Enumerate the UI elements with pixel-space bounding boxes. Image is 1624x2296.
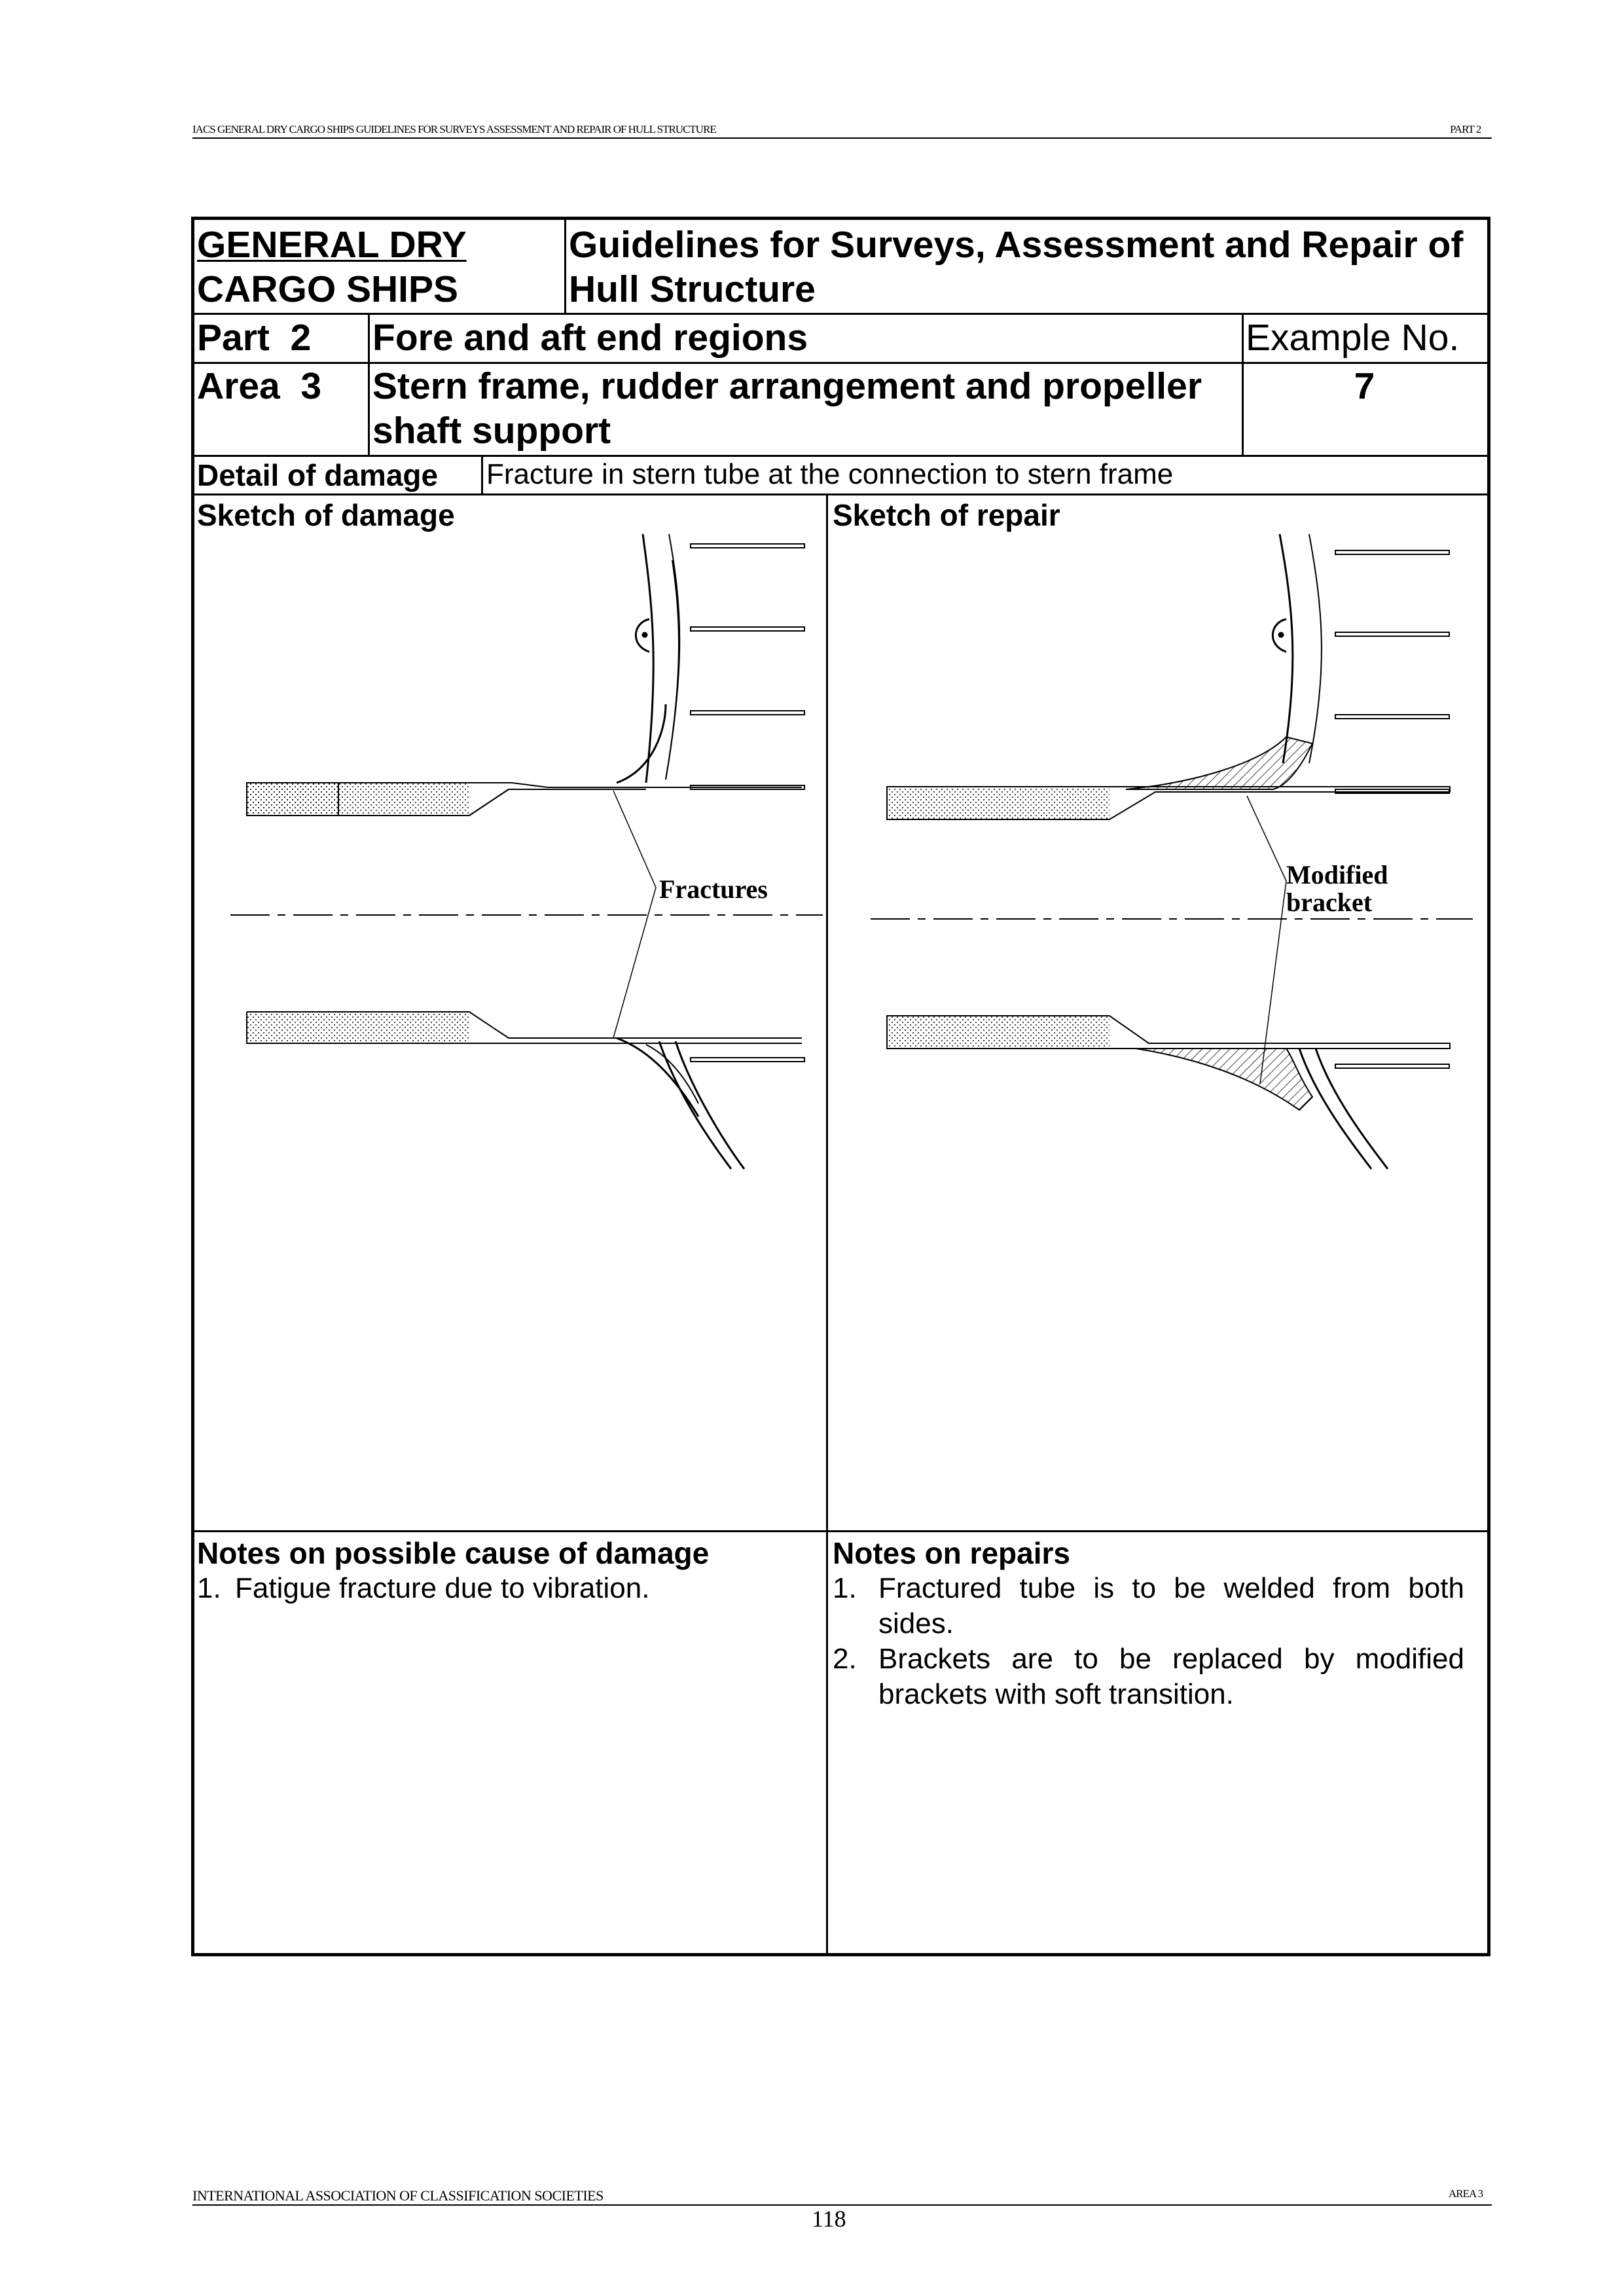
notes-cause: [197, 1535, 812, 1606]
part-label: Part 2: [197, 317, 312, 359]
col-divider-title: [564, 220, 566, 313]
example-number: 7: [1354, 365, 1375, 407]
fractures-annotation: Fractures: [659, 874, 768, 904]
repair-sketch-drawing: [828, 534, 1483, 1516]
list-item: [833, 1641, 1464, 1712]
area-title-line1: Stern frame, rudder arrangement and propeller: [372, 365, 1202, 407]
running-header-left: IACS GENERAL DRY CARGO SHIPS GUIDELINES FOR SURVEYS ASSESSMENT AND REPAIR OF HULL STRUCTURE: [192, 123, 716, 135]
row-divider-4: [194, 493, 1487, 495]
list-text: Fractured tube is to be welded from both sides.: [878, 1572, 1464, 1640]
detail-value: Fracture in stern tube at the connection to stern frame: [486, 458, 1174, 490]
list-text: Brackets are to be replaced by modified brackets with soft transition.: [878, 1643, 1464, 1710]
document-title: [569, 223, 1463, 312]
part-title: Fore and aft end regions: [372, 317, 808, 359]
damage-sketch-drawing: [194, 534, 826, 1516]
notes-cause-label: Notes on possible cause of damage: [197, 1536, 710, 1570]
list-text: Fatigue fracture due to vibration.: [235, 1572, 650, 1604]
notes-repair-label: Notes on repairs: [833, 1536, 1070, 1570]
modified-annotation: Modified: [1286, 860, 1388, 889]
ship-type-line1: GENERAL DRY: [197, 224, 467, 266]
col-divider-part: [368, 313, 370, 455]
list-item: [197, 1571, 812, 1606]
detail-label: Detail of damage: [197, 458, 439, 492]
ship-type: [197, 223, 467, 312]
example-sheet-table: [191, 217, 1490, 1956]
area-label: Area 3: [197, 365, 322, 407]
notes-repair-list: [833, 1571, 1464, 1712]
page-number: 118: [812, 2206, 846, 2232]
sketch-damage-label: Sketch of damage: [197, 498, 455, 532]
list-number: 1.: [833, 1572, 857, 1604]
running-footer-left: INTERNATIONAL ASSOCIATION OF CLASSIFICATION SOCIETIES: [192, 2187, 604, 2204]
list-item: [833, 1571, 1464, 1641]
running-header-right: PART 2: [1450, 123, 1481, 135]
example-label: Example No.: [1246, 317, 1460, 359]
list-number: 2.: [833, 1643, 857, 1675]
document-title-line2: Hull Structure: [569, 268, 816, 310]
row-divider-5: [194, 1530, 1487, 1532]
col-divider-detail: [481, 455, 483, 493]
area-title-line2: shaft support: [372, 410, 611, 452]
notes-cause-list: [197, 1571, 812, 1606]
notes-repair: [833, 1535, 1464, 1712]
header-rule: [192, 137, 1492, 139]
sketch-repair-label: Sketch of repair: [833, 498, 1060, 532]
running-footer-right: AREA 3: [1449, 2187, 1483, 2200]
area-title: [372, 364, 1202, 453]
document-title-line1: Guidelines for Surveys, Assessment and Repair of: [569, 224, 1464, 266]
row-divider-1: [194, 313, 1487, 315]
list-number: 1.: [197, 1572, 221, 1604]
bracket-annotation: bracket: [1286, 888, 1373, 917]
ship-type-line2: CARGO SHIPS: [197, 268, 459, 310]
